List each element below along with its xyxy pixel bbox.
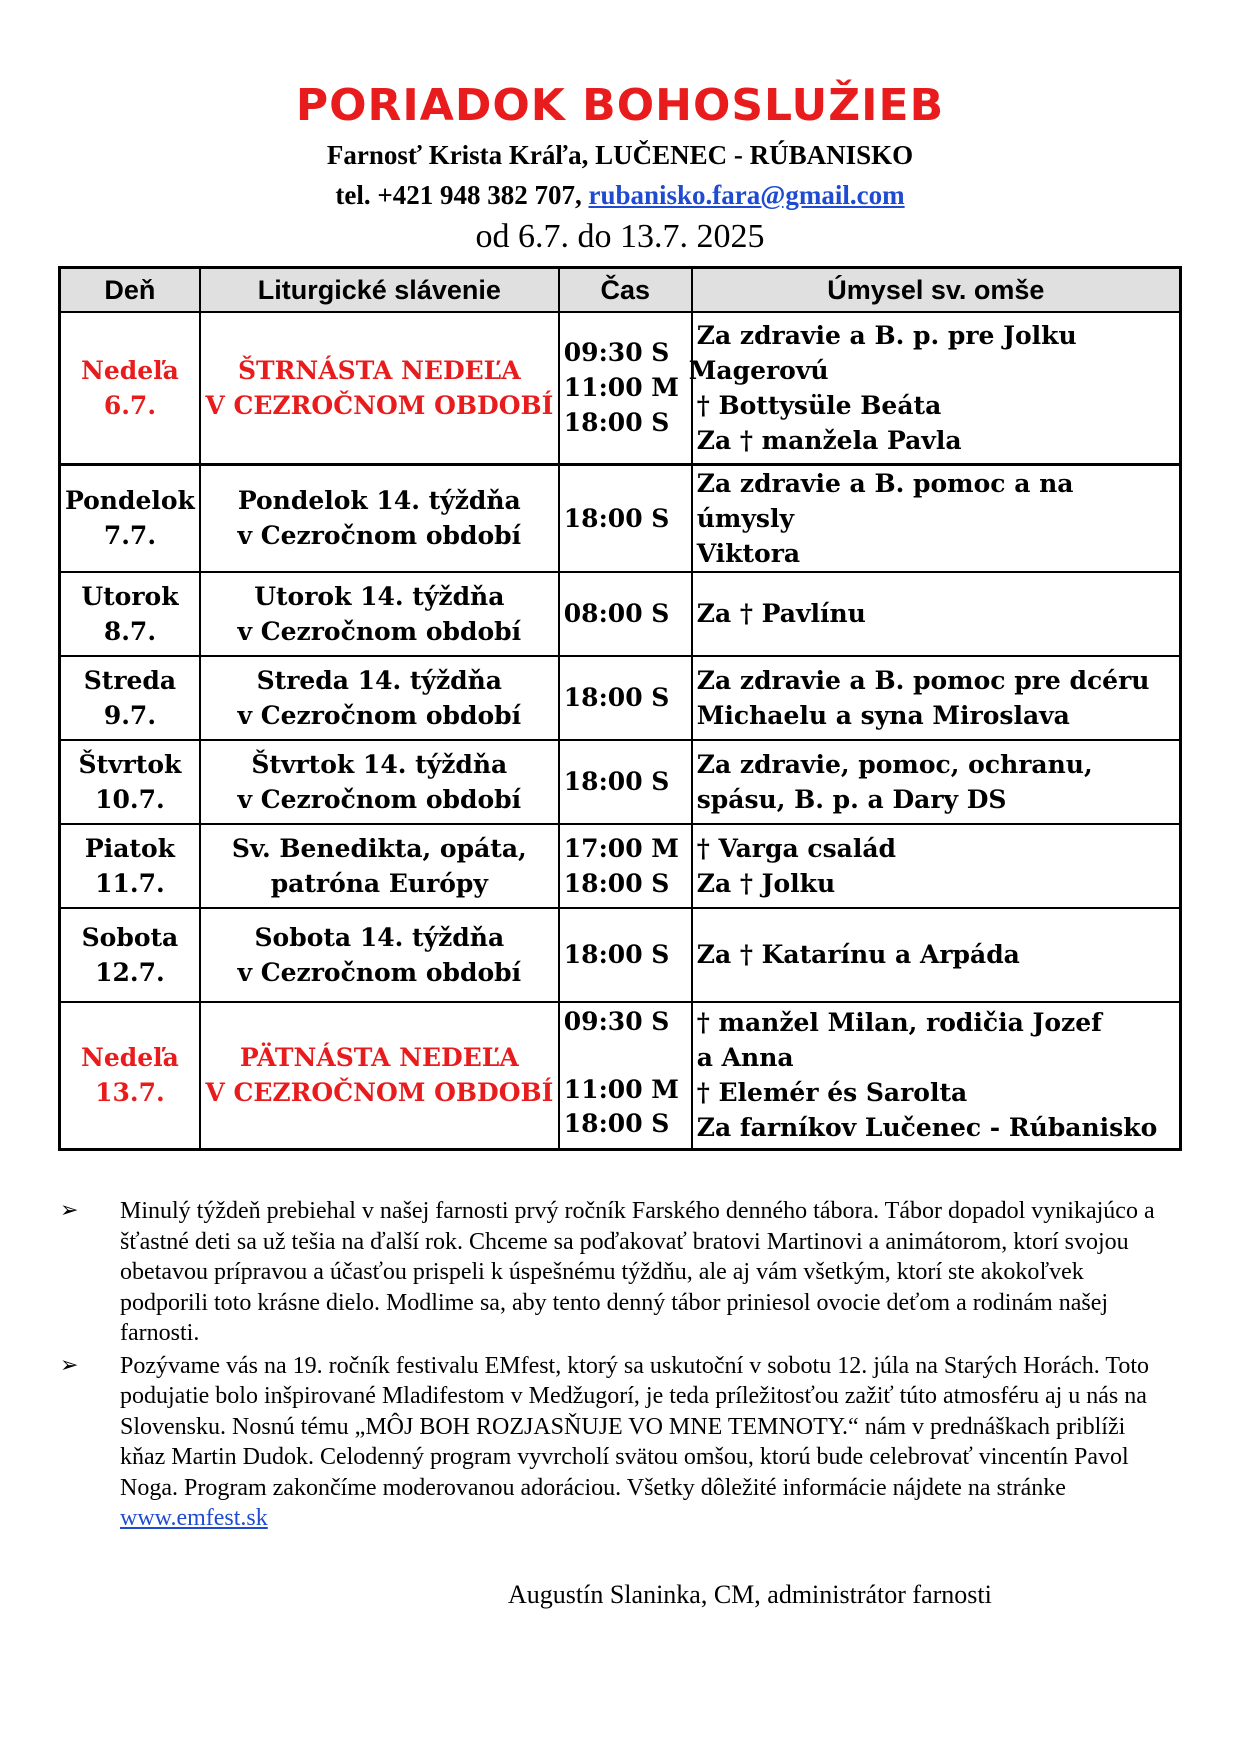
table-row [60, 908, 1181, 1002]
time-cell: 18:00 S [559, 908, 692, 1002]
day-cell [60, 740, 200, 824]
table-row [60, 656, 1181, 740]
intention-line: † Elemér és Sarolta [696, 1078, 968, 1108]
day-date: 13.7. [95, 1078, 165, 1108]
liturgy-line: v Cezročnom období [237, 957, 522, 987]
table-row [60, 464, 1181, 572]
intention-line: Za † Jolku [696, 868, 836, 898]
date-range: od 6.7. do 13.7. 2025 [475, 218, 765, 255]
day-cell [60, 656, 200, 740]
arrow-bullet-icon: ➢ [60, 1198, 79, 1223]
intention-line: Za † Katarínu a Arpáda [696, 940, 1020, 969]
intention-cell [688, 312, 1181, 464]
day-name: Sobota [81, 922, 179, 952]
liturgy-line: v Cezročnom období [237, 784, 522, 814]
announcements [60, 1196, 1160, 1536]
schedule-table [58, 266, 1182, 1151]
time-cell: 09:30 S 11:00 M 18:00 S [559, 1002, 692, 1150]
intention-cell [692, 572, 1181, 656]
liturgy-line: PÄTNÁSTA NEDEĽA [239, 1043, 519, 1073]
day-name: Nedeľa [81, 1043, 179, 1073]
liturgy-line: v Cezročnom období [237, 616, 522, 646]
announcement-item [60, 1196, 1160, 1349]
announcement-item [60, 1351, 1160, 1534]
arrow-bullet-icon: ➢ [60, 1352, 79, 1378]
day-date: 7.7. [103, 521, 157, 550]
intention-line: Magerovú [688, 355, 829, 385]
intention-line: † manžel Milan, rodičia Jozef [696, 1008, 1102, 1038]
table-row [60, 824, 1181, 908]
intention-line: Za zdravie a B. p. pre Jolku [696, 320, 1077, 350]
liturgy-line: Streda 14. týždňa [256, 665, 503, 695]
intention-cell [692, 740, 1181, 824]
day-cell [60, 1002, 200, 1150]
table-header-row [60, 268, 1181, 313]
time-cell: 08:00 S [559, 572, 692, 656]
day-name: Nedeľa [81, 355, 179, 385]
liturgy-cell [200, 656, 559, 740]
intention-line: † Bottysüle Beáta [696, 390, 942, 420]
contact-line [0, 180, 1240, 211]
liturgy-cell [200, 572, 559, 656]
day-date: 11.7. [95, 868, 165, 898]
intention-cell [692, 908, 1181, 1002]
day-name: Pondelok [65, 486, 195, 515]
header-day: Deň [60, 268, 200, 313]
day-cell [60, 464, 200, 572]
day-cell [60, 824, 200, 908]
time-cell: 09:30 S 11:00 M 18:00 S [559, 312, 692, 464]
liturgy-line: Pondelok 14. týždňa [237, 486, 521, 515]
liturgy-line: v Cezročnom období [237, 521, 522, 550]
time-cell: 18:00 S [559, 656, 692, 740]
intention-line: Za † Pavlínu [696, 599, 866, 628]
intention-line: Michaelu a syna Miroslava [696, 700, 1070, 730]
time-cell: 18:00 S [559, 464, 692, 572]
intention-line: Viktora [696, 538, 801, 568]
table-row [60, 572, 1181, 656]
day-date: 8.7. [103, 616, 157, 646]
liturgy-cell [200, 464, 559, 572]
day-date: 12.7. [95, 957, 165, 987]
announcement-text: Minulý týždeň prebiehal v našej farnosti prvý ročník Farského denného tábora. Tábor dopadol vynikajúco a šťastné deti sa už tešia na ďalší rok. Chceme sa poďakovať bratovi Martinovi a animátorom, ktorí svojou obetavou prípravou a účasťou prispeli k úspešnému týždňu, ale aj vám všetkým, ktorí ste akokoľvek podporili toto krásne dielo. Modlime sa, aby tento denný tábor priniesol ovocie deťom a rodinám našej farnosti. [120, 1198, 1155, 1346]
intention-line: Za † manžela Pavla [696, 425, 962, 455]
intention-line: Za zdravie a B. pomoc a na úmysly [696, 468, 1074, 533]
announcement-text: Pozývame vás na 19. ročník festivalu EMfest, ktorý sa uskutoční v sobotu 12. júla na Starých Horách. Toto podujatie bolo inšpirované Mladifestom v Medžugorí, je teda príležitosťou zažiť túto atmosféru aj u nás na Slovensku. Nosnú tému „MÔJ BOH ROZJASŇUJE VO MNE TEMNOTY.“ nám v prednáškach priblíži kňaz Martin Dudok. Celodenný program vyvrcholí svätou omšou, ktorú bude celebrovať vincentín Pavol Noga. Program zakončíme moderovanou adoráciou. Všetky dôležité informácie nájdete na stránke [120, 1352, 1150, 1501]
day-name: Utorok [81, 581, 179, 611]
intention-line: † Varga család [696, 833, 897, 863]
liturgy-line: Utorok 14. týždňa [254, 581, 505, 611]
liturgy-line: V CEZROČNOM OBDOBÍ [205, 390, 554, 420]
email-link[interactable]: rubanisko.fara@gmail.com [588, 180, 905, 210]
liturgy-line: V CEZROČNOM OBDOBÍ [205, 1078, 554, 1108]
liturgy-line: Štvrtok 14. týždňa [251, 749, 508, 779]
table-row [60, 1002, 1181, 1150]
intention-line: a Anna [696, 1043, 794, 1073]
day-name: Piatok [84, 833, 175, 863]
intention-cell [692, 656, 1181, 740]
liturgy-line: ŠTRNÁSTA NEDEĽA [237, 355, 521, 385]
page-title: PORIADOK BOHOSLUŽIEB [295, 80, 945, 131]
phone-number: tel. +421 948 382 707, [335, 180, 589, 210]
time-cell: 17:00 M 18:00 S [559, 824, 692, 908]
day-cell [60, 572, 200, 656]
header-liturgy: Liturgické slávenie [200, 268, 559, 313]
intention-cell [692, 1002, 1181, 1150]
liturgy-cell [200, 908, 559, 1002]
parish-name: Farnosť Krista Kráľa, LUČENEC - RÚBANISKO [326, 140, 914, 170]
header-time: Čas [559, 268, 692, 313]
intention-line: spásu, B. p. a Dary DS [696, 784, 1007, 814]
day-cell [60, 312, 200, 464]
intention-cell [692, 824, 1181, 908]
day-date: 6.7. [103, 390, 157, 420]
liturgy-cell [200, 312, 559, 464]
emfest-link[interactable]: www.emfest.sk [120, 1505, 268, 1531]
header-intention: Úmysel sv. omše [692, 268, 1181, 313]
intention-cell [692, 464, 1181, 572]
day-date: 9.7. [103, 700, 157, 730]
liturgy-cell [200, 740, 559, 824]
liturgy-line: Sobota 14. týždňa [254, 922, 505, 952]
time-cell: 18:00 S [559, 740, 692, 824]
liturgy-cell [200, 824, 559, 908]
day-cell [60, 908, 200, 1002]
table-row [60, 312, 1181, 464]
liturgy-line: v Cezročnom období [237, 700, 522, 730]
day-date: 10.7. [95, 784, 165, 814]
day-name: Štvrtok [78, 749, 182, 779]
intention-line: Za zdravie, pomoc, ochranu, [696, 749, 1093, 779]
table-row [60, 740, 1181, 824]
day-name: Streda [83, 665, 177, 695]
intention-line: Za farníkov Lučenec - Rúbanisko [696, 1113, 1158, 1143]
liturgy-line: patróna Európy [270, 868, 488, 898]
signature: Augustín Slaninka, CM, administrátor farnosti [508, 1580, 992, 1609]
intention-line: Za zdravie a B. pomoc pre dcéru [696, 665, 1150, 695]
liturgy-cell [200, 1002, 559, 1150]
liturgy-line: Sv. Benedikta, opáta, [231, 833, 527, 863]
